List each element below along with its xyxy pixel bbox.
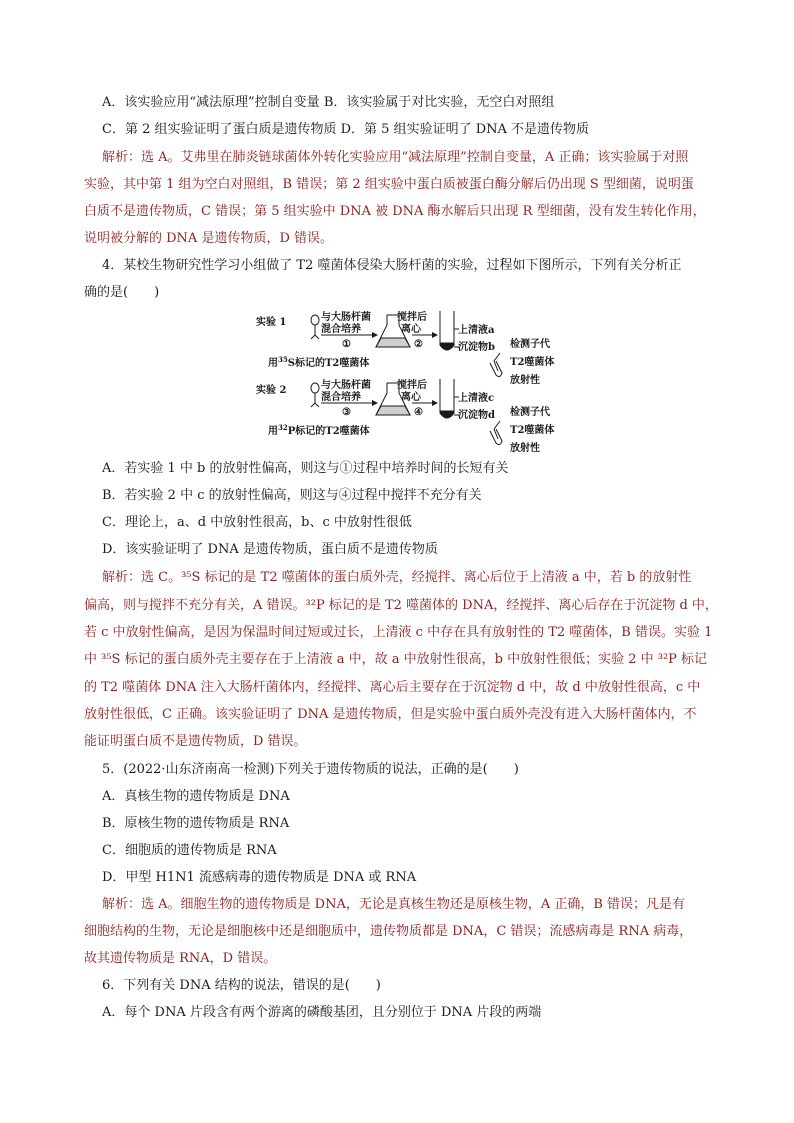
q3-analysis-line-4: 说明被分解的 DNA 是遗传物质，D 错误。 — [84, 231, 334, 246]
experiment-2-label: 实验 2 — [256, 385, 287, 396]
test-tube-icon — [490, 361, 502, 377]
detect-label-3: 放射性 — [510, 375, 540, 386]
sulfur-label: 用$^{35}$S标记的T2噬菌体 — [268, 355, 370, 369]
arrow-head — [372, 332, 378, 338]
test-tube-icon — [490, 429, 502, 445]
q5-analysis-line-3: 故其遗传物质是 RNA，D 错误。 — [84, 951, 277, 966]
centrifuge-tube-icon — [440, 311, 454, 350]
sediment-d-label: 沉淀物d — [458, 410, 495, 421]
arrow-line — [494, 353, 500, 361]
q4-stem-line-2: 确的是( ) — [84, 285, 160, 300]
q4-stem-line-1: 4．某校生物研究性学习小组做了 T2 噬菌体侵染大肠杆菌的实验，过程如下图所示，下列有关分析正 — [102, 258, 682, 273]
q6-option-a: A．每个 DNA 片段含有两个游离的磷酸基团，且分别位于 DNA 片段的两端 — [102, 1005, 542, 1020]
detect-label-3: 放射性 — [510, 443, 540, 452]
q6-stem: 6．下列有关 DNA 结构的说法，错误的是( ) — [102, 978, 381, 993]
q4-analysis-line-6: 放射性很低，C 正确。该实验证明了 DNA 是遗传物质，但是实验中蛋白质外壳没有进入大肠杆菌体内，不 — [84, 707, 697, 722]
mix-label-1: 与大肠杆菌 — [321, 380, 371, 391]
q3-options-ab: A．该实验应用“减法原理”控制自变量 B．该实验属于对比实验，无空白对照组 — [102, 95, 555, 110]
stir-label-1: 搅拌后 — [397, 380, 427, 391]
q4-analysis-line-1: 解析：选 C。³⁵S 标记的是 T2 噬菌体的蛋白质外壳，经搅拌、离心后位于上清液 a 中，若 b 的放射性 — [102, 570, 692, 585]
mix-label-2: 混合培养 — [321, 324, 361, 335]
q3-options-cd: C．第 2 组实验证明了蛋白质是遗传物质 D．第 5 组实验证明了 DNA 不是遗传物质 — [102, 122, 590, 137]
q3-analysis-line-2: 实验，其中第 1 组为空白对照组，B 错误；第 2 组实验中蛋白质被蛋白酶分解后仍出现 S 型细菌，说明蛋 — [84, 177, 694, 192]
detect-label-2: T2噬菌体 — [510, 425, 555, 436]
detect-label-1: 检测子代 — [510, 339, 550, 350]
q4-analysis-line-3: 若 c 中放射性偏高，是因为保温时间过短或过长，上清液 c 中存在具有放射性的 T2 噬菌体，B 错误。实验 1 — [84, 625, 713, 640]
stir-label-2: 离心 — [401, 324, 421, 335]
experiment-1-label: 实验 1 — [256, 317, 287, 328]
detect-label-2: T2噬菌体 — [510, 357, 555, 368]
step-1-label: ① — [342, 339, 351, 350]
q5-analysis-line-1: 解析：选 A。细胞生物的遗传物质是 DNA，无论是真核生物还是原核生物，A 正确，B 错误；凡是有 — [102, 897, 686, 912]
supernatant-c-label: 上清液c — [458, 393, 495, 404]
phage-experiment-diagram — [254, 309, 574, 452]
q4-analysis-line-7: 能证明蛋白质不是遗传物质，D 错误。 — [84, 734, 307, 749]
phosphorus-label: 用$^{32}$P标记的T2噬菌体 — [268, 423, 370, 437]
arrow-head — [432, 332, 438, 338]
q5-stem: 5．(2022·山东济南高一检测)下列关于遗传物质的说法，正确的是( ) — [102, 762, 519, 777]
stir-label-1: 搅拌后 — [397, 312, 427, 323]
stir-label-2: 离心 — [401, 392, 421, 403]
step-2-label: ② — [414, 339, 423, 350]
phage-icon — [311, 315, 319, 339]
q5-option-d: D．甲型 H1N1 流感病毒的遗传物质是 DNA 或 RNA — [102, 870, 417, 885]
q4-analysis-line-2: 偏高，则与搅拌不充分有关，A 错误。³²P 标记的是 T2 噬菌体的 DNA，经搅拌、离心后存在于沉淀物 d 中， — [84, 598, 718, 613]
q4-analysis-line-5: 的 T2 噬菌体 DNA 注入大肠杆菌体内，经搅拌、离心后主要存在于沉淀物 d 中，故 d 中放射性很高，c 中 — [84, 680, 701, 695]
mix-label-2: 混合培养 — [321, 392, 361, 403]
detect-label-1: 检测子代 — [510, 407, 550, 418]
q4-option-a: A．若实验 1 中 b 的放射性偏高，则这与①过程中培养时间的长短有关 — [102, 461, 509, 476]
q4-option-c: C．理论上，a、d 中放射性很高，b、c 中放射性很低 — [102, 515, 412, 530]
q3-analysis-line-1: 解析：选 A。艾弗里在肺炎链球菌体外转化实验应用“减法原理”控制自变量，A 正确；该实验属于对照 — [102, 150, 689, 165]
arrow-line — [494, 421, 500, 429]
centrifuge-tube-icon — [440, 379, 454, 418]
q3-analysis-line-3: 白质不是遗传物质，C 错误；第 5 组实验中 DNA 被 DNA 酶水解后只出现 R 型细菌，没有发生转化作用， — [84, 204, 706, 219]
q4-option-d: D．该实验证明了 DNA 是遗传物质，蛋白质不是遗传物质 — [102, 542, 438, 557]
q5-option-a: A．真核生物的遗传物质是 DNA — [102, 789, 290, 804]
arrow-head — [372, 400, 378, 406]
q5-option-b: B．原核生物的遗传物质是 RNA — [102, 816, 290, 831]
q5-analysis-line-2: 细胞结构的生物，无论是细胞核中还是细胞质中，遗传物质都是 DNA，C 错误；流感病毒是 RNA 病毒， — [84, 924, 693, 939]
phage-icon — [311, 383, 319, 407]
step-3-label: ③ — [342, 407, 351, 418]
q4-analysis-line-4: 中 ³⁵S 标记的蛋白质外壳主要存在于上清液 a 中，故 a 中放射性很高，b 中放射性很低；实验 2 中 ³²P 标记 — [84, 652, 708, 667]
mix-label-1: 与大肠杆菌 — [321, 312, 371, 323]
step-4-label: ④ — [414, 407, 423, 418]
q4-option-b: B．若实验 2 中 c 的放射性偏高，则这与④过程中搅拌不充分有关 — [102, 488, 482, 503]
supernatant-a-label: 上清液a — [458, 325, 495, 336]
q5-option-c: C．细胞质的遗传物质是 RNA — [102, 843, 277, 858]
sediment-b-label: 沉淀物b — [458, 342, 495, 353]
arrow-head — [432, 400, 438, 406]
